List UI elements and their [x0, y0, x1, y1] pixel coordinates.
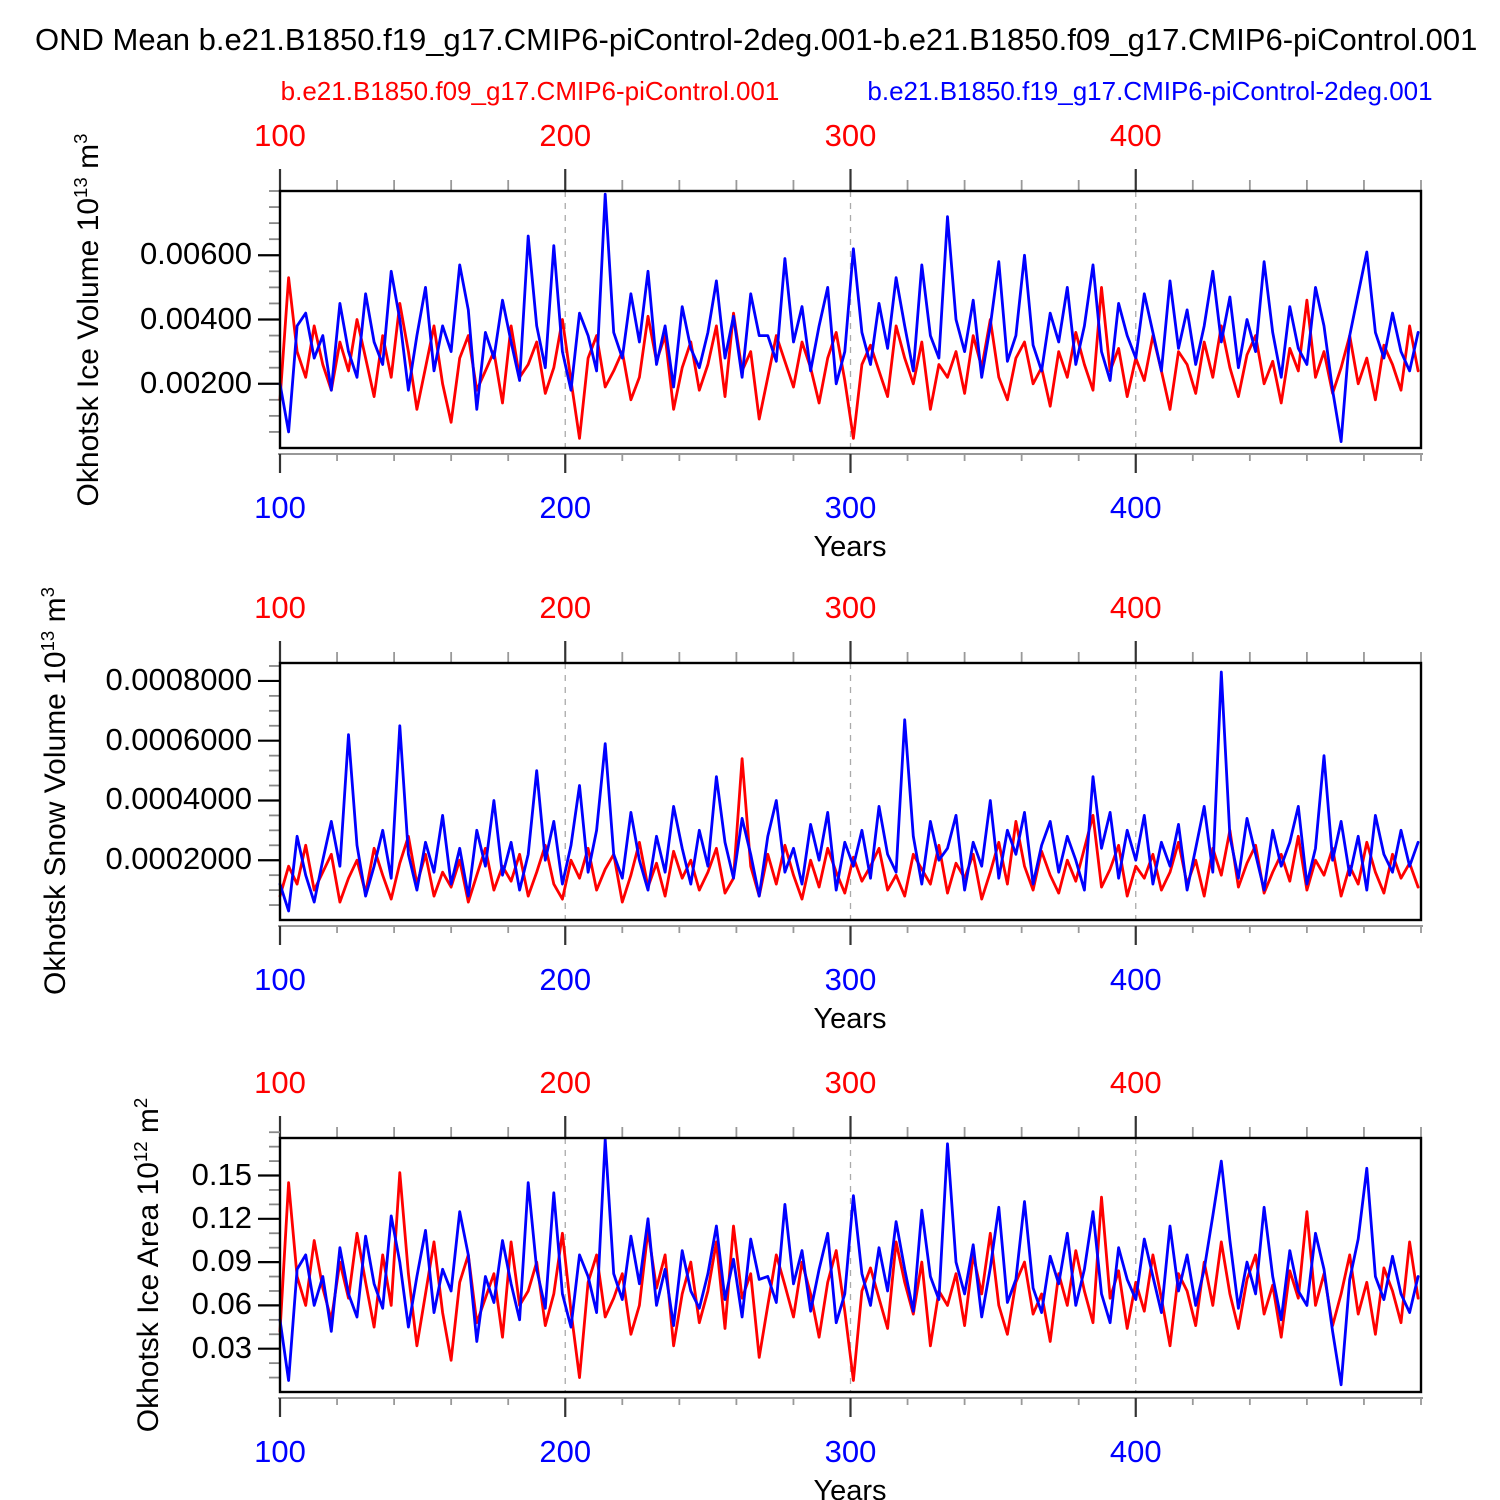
okhotsk-snow-volume-ytick-label-0.0004000: 0.0004000 — [105, 781, 252, 817]
okhotsk-ice-area-bottom-xtick-label-100: 100 — [254, 1434, 306, 1469]
okhotsk-ice-area-ytick-label-0.15: 0.15 — [191, 1156, 252, 1192]
okhotsk-ice-area-red-series-line — [280, 1173, 1418, 1381]
okhotsk-ice-volume-top-xtick-label-100: 100 — [254, 118, 306, 153]
okhotsk-ice-volume-ytick-label-0.00200: 0.00200 — [139, 364, 252, 400]
okhotsk-ice-volume-bottom-xtick-label-400: 400 — [1109, 490, 1162, 525]
okhotsk-snow-volume-bottom-xtick-label-400: 400 — [1109, 962, 1162, 997]
okhotsk-ice-area-bottom-xtick-label-200: 200 — [539, 1434, 592, 1469]
legend-blue-run: b.e21.B1850.f19_g17.CMIP6-piControl-2deg.001 — [867, 76, 1433, 106]
okhotsk-ice-area-ytick-label-0.03: 0.03 — [191, 1329, 252, 1365]
okhotsk-ice-volume-bottom-xtick-label-200: 200 — [539, 490, 592, 525]
y-axis-label-ice-area: Okhotsk Ice Area $10^{12}$ $m^2$ — [130, 1097, 165, 1433]
okhotsk-snow-volume-bottom-xtick-label-300: 300 — [824, 962, 877, 997]
okhotsk-snow-volume-top-xtick-label-300: 300 — [824, 590, 877, 625]
page-title: OND Mean b.e21.B1850.f19_g17.CMIP6-piControl-2deg.001-b.e21.B1850.f09_g17.CMIP6-piControl.001 — [35, 22, 1478, 57]
okhotsk-snow-volume-top-xtick-label-400: 400 — [1109, 590, 1162, 625]
legend-red-run: b.e21.B1850.f09_g17.CMIP6-piControl.001 — [280, 76, 780, 106]
okhotsk-ice-volume-top-xtick-label-400: 400 — [1109, 118, 1162, 153]
okhotsk-ice-area-ytick-label-0.12: 0.12 — [191, 1199, 252, 1235]
okhotsk-snow-volume-ytick-label-0.0002000: 0.0002000 — [105, 841, 252, 877]
okhotsk-snow-volume-ytick-label-0.0006000: 0.0006000 — [105, 721, 252, 757]
okhotsk-ice-volume-top-xtick-label-300: 300 — [824, 118, 877, 153]
okhotsk-snow-volume-top-xtick-label-200: 200 — [539, 590, 592, 625]
okhotsk-ice-volume-top-xtick-label-200: 200 — [539, 118, 592, 153]
okhotsk-ice-area-top-xtick-label-100: 100 — [254, 1065, 306, 1100]
okhotsk-ice-area-top-xtick-label-200: 200 — [539, 1065, 592, 1100]
x-axis-label-panel-1: Years — [813, 531, 887, 563]
okhotsk-ice-area-top-xtick-label-300: 300 — [824, 1065, 877, 1100]
okhotsk-snow-volume-bottom-xtick-label-100: 100 — [254, 962, 306, 997]
okhotsk-ice-area-ytick-label-0.09: 0.09 — [191, 1243, 252, 1279]
okhotsk-ice-volume-bottom-xtick-label-300: 300 — [824, 490, 877, 525]
okhotsk-ice-area-bottom-xtick-label-300: 300 — [824, 1434, 877, 1469]
okhotsk-ice-area-top-xtick-label-400: 400 — [1109, 1065, 1162, 1100]
x-axis-label-panel-2: Years — [813, 1003, 887, 1035]
okhotsk-ice-volume-ytick-label-0.00400: 0.00400 — [139, 300, 252, 336]
okhotsk-ice-volume-ytick-label-0.00600: 0.00600 — [139, 236, 252, 272]
okhotsk-ice-area-bottom-xtick-label-400: 400 — [1109, 1434, 1162, 1469]
y-axis-label-ice-volume: Okhotsk Ice Volume $10^{13}$ $m^3$ — [70, 133, 105, 507]
okhotsk-snow-volume-ytick-label-0.0008000: 0.0008000 — [105, 661, 252, 697]
okhotsk-snow-volume-top-xtick-label-100: 100 — [254, 590, 306, 625]
okhotsk-ice-area-ytick-label-0.06: 0.06 — [191, 1286, 252, 1322]
okhotsk-ice-volume-bottom-xtick-label-100: 100 — [254, 490, 306, 525]
y-axis-label-snow-volume: Okhotsk Snow Volume $10^{13}$ $m^3$ — [37, 587, 72, 995]
okhotsk-snow-volume-bottom-xtick-label-200: 200 — [539, 962, 592, 997]
x-axis-label-panel-3: Years — [813, 1475, 887, 1500]
